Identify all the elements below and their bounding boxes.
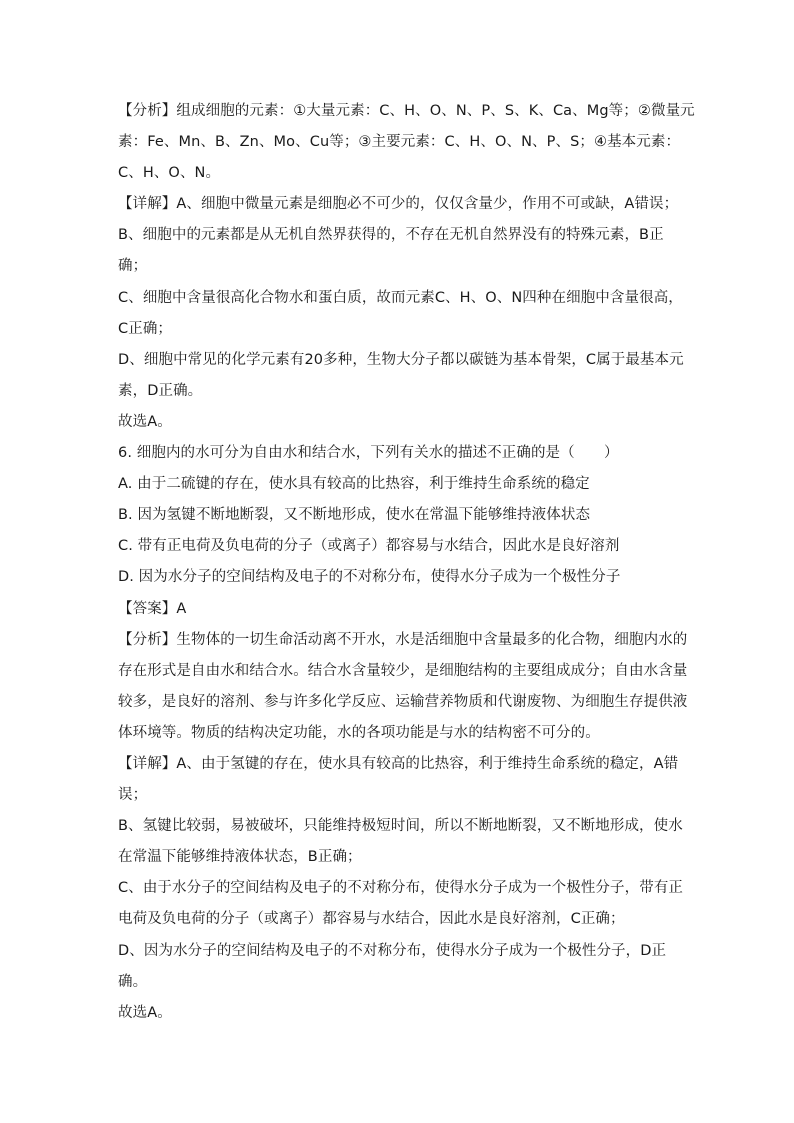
analysis2-line-4: 体环境等。物质的结构决定功能，水的各项功能是与水的结构密不可分的。 [118,724,600,741]
choice-line: 故选A。 [118,413,172,430]
question-stem: 6. 细胞内的水可分为自由水和结合水，下列有关水的描述不正确的是（ ） [118,445,619,462]
detail2-line-4: 在常温下能够维持液体状态，B正确； [118,849,362,866]
option-d: D. 因为水分子的空间结构及电子的不对称分布，使得水分子成为一个极性分子 [118,569,621,586]
detail-line-4: C、细胞中含量很高化合物水和蛋白质，故而元素C、H、O、N四种在细胞中含量很高， [118,289,683,306]
detail-line-5: C正确； [118,320,173,337]
analysis-line-1: 【分析】组成细胞的元素：①大量元素：C、H、O、N、P、S、K、Ca、Mg等；②微量元 [118,103,695,119]
option-b: B. 因为氢键不断地断裂，又不断地形成，使水在常温下能够维持液体状态 [118,507,591,524]
detail-line-7: 素，D正确。 [118,382,203,399]
detail2-line-5: C、由于水分子的空间结构及电子的不对称分布，使得水分子成为一个极性分子，带有正 [118,880,684,897]
detail2-line-3: B、氢键比较弱，易被破坏，只能维持极短时间，所以不断地断裂，又不断地形成，使水 [118,818,683,835]
analysis-line-2: 素：Fe、Mn、B、Zn、Mo、Cu等；③主要元素：C、H、O、N、P、S；④基本元素： [118,134,681,151]
detail2-line-1: 【详解】A、由于氢键的存在，使水具有较高的比热容，利于维持生命系统的稳定，A错 [118,755,679,772]
option-a: A. 由于二硫键的存在，使水具有较高的比热容，利于维持生命系统的稳定 [118,476,590,493]
detail-line-3: 确； [118,258,148,275]
detail-line-1: 【详解】A、细胞中微量元素是细胞必不可少的，仅仅含量少，作用不可或缺，A错误； [118,196,679,213]
detail-line-6: D、细胞中常见的化学元素有20多种，生物大分子都以碳链为基本骨架，C属于最基本元 [118,351,684,368]
analysis-line-3: C、H、O、N。 [118,165,221,182]
answer-line: 【答案】A [118,600,187,617]
choice2-line: 故选A。 [118,1004,172,1021]
analysis2-line-2: 存在形式是自由水和结合水。结合水含量较少，是细胞结构的主要组成成分；自由水含量 [118,662,688,679]
detail2-line-7: D、因为水分子的空间结构及电子的不对称分布，使得水分子成为一个极性分子，D正 [118,942,667,959]
analysis2-line-3: 较多，是良好的溶剂、参与许多化学反应、运输营养物质和代谢废物、为细胞生存提供液 [118,693,688,710]
detail2-line-6: 电荷及负电荷的分子（或离子）都容易与水结合，因此水是良好溶剂，C正确； [118,911,625,928]
option-c: C. 带有正电荷及负电荷的分子（或离子）都容易与水结合，因此水是良好溶剂 [118,538,620,555]
analysis2-line-1: 【分析】生物体的一切生命活动离不开水，水是活细胞中含量最多的化合物，细胞内水的 [118,631,688,648]
detail2-line-2: 误； [118,787,148,804]
detail2-line-8: 确。 [118,973,148,990]
detail-line-2: B、细胞中的元素都是从无机自然界获得的，不存在无机自然界没有的特殊元素，B正 [118,227,664,244]
document-body [118,96,695,1029]
